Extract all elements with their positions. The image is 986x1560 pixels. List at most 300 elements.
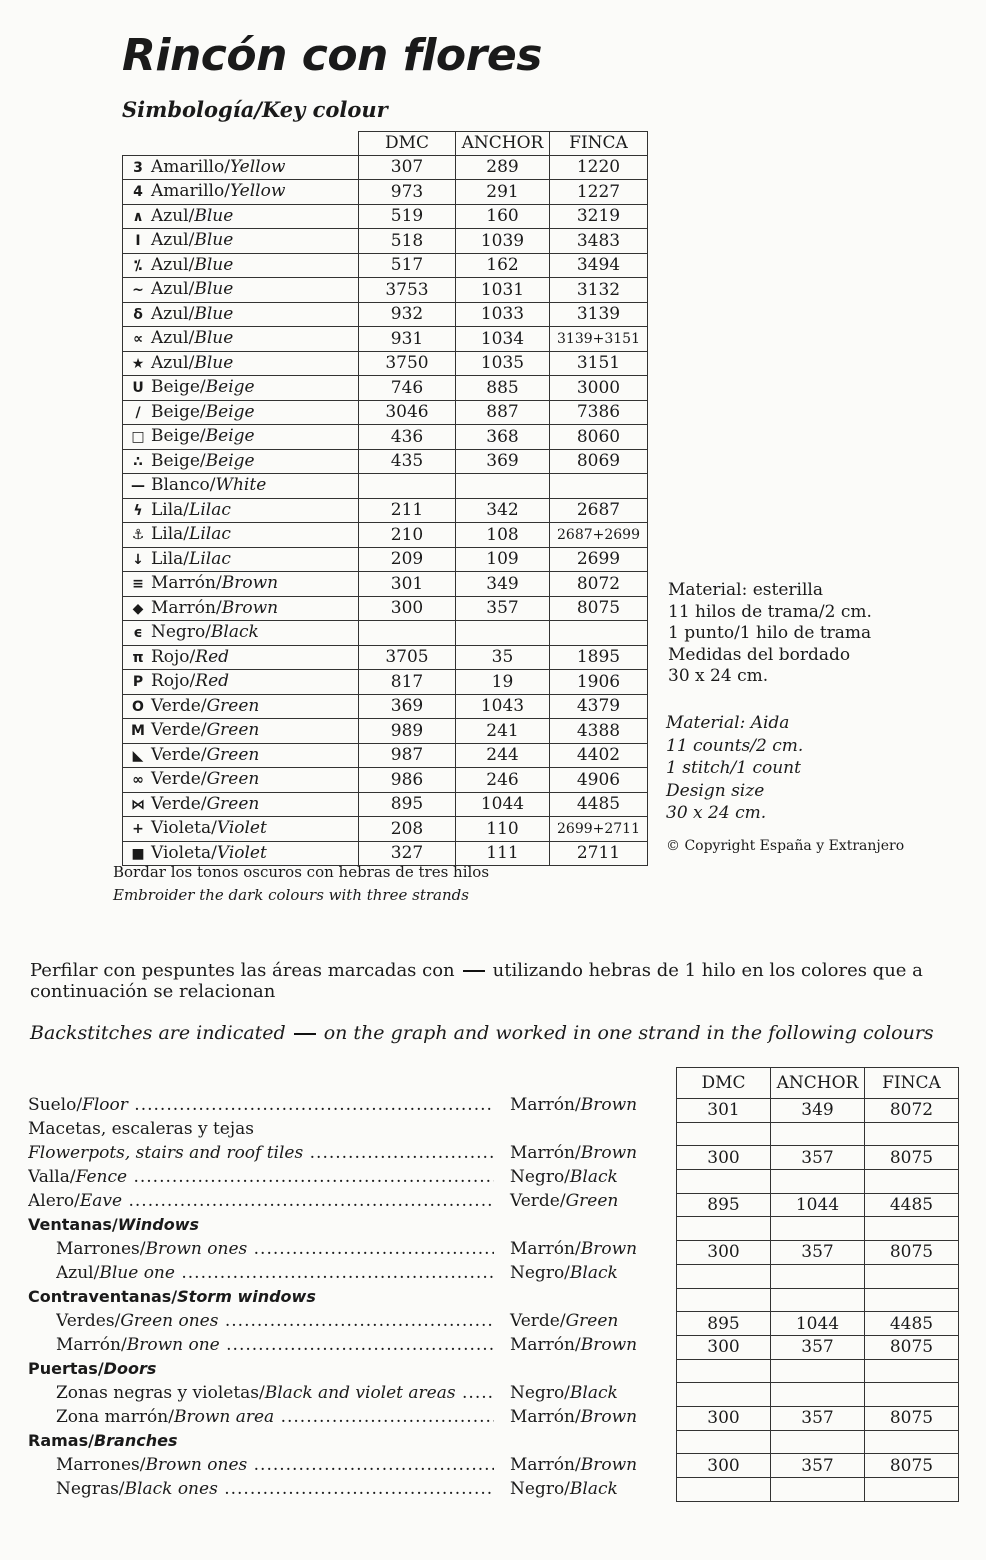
key-dmc-code: 3046 bbox=[359, 400, 456, 425]
backstitch-row bbox=[28, 1358, 658, 1382]
colour-name-en: Blue bbox=[194, 328, 234, 348]
area-name-en: Fence bbox=[75, 1167, 128, 1187]
key-dmc-code: 300 bbox=[359, 596, 456, 621]
key-anchor-code: 342 bbox=[456, 498, 550, 523]
key-dmc-code: 932 bbox=[359, 302, 456, 327]
backstitch-list bbox=[28, 1094, 658, 1502]
bs-dmc-code bbox=[677, 1430, 771, 1454]
colour-name-es: Azul/ bbox=[151, 230, 195, 250]
area-name-en: Flowerpots, stairs and roof tiles bbox=[28, 1143, 304, 1163]
material-line: 1 stitch/1 count bbox=[666, 758, 801, 778]
key-row bbox=[123, 768, 648, 793]
colour-name-en: Yellow bbox=[229, 181, 286, 201]
colour-name-en: Beige bbox=[205, 377, 255, 397]
colour-name-es: Marrón/ bbox=[151, 573, 222, 593]
key-dmc-code bbox=[359, 474, 456, 499]
key-finca-code: 3151 bbox=[550, 351, 648, 376]
strands-note-es: Bordar los tonos oscuros con hebras de tres hilos bbox=[113, 863, 490, 881]
colour-name-en: Blue bbox=[194, 303, 234, 324]
key-anchor-code: 110 bbox=[456, 817, 550, 842]
area-name-en: Brown area bbox=[173, 1407, 275, 1427]
colour-name-es: Beige/ bbox=[151, 450, 206, 471]
colour-name-es: Marrón/ bbox=[510, 1095, 581, 1115]
colour-name-en: Green bbox=[206, 793, 260, 814]
backstitch-area-label bbox=[28, 1166, 494, 1188]
key-colour-name bbox=[123, 180, 359, 205]
colour-name-es: Verde/ bbox=[510, 1191, 566, 1211]
colour-name-es: Verde/ bbox=[151, 793, 207, 814]
bs-dmc-code bbox=[677, 1122, 771, 1146]
area-name-en: Storm windows bbox=[177, 1287, 316, 1306]
colour-name-en: Blue bbox=[194, 230, 234, 250]
backstitch-table-row bbox=[677, 1122, 959, 1146]
key-row bbox=[123, 523, 648, 548]
key-anchor-code: 291 bbox=[456, 180, 550, 205]
colour-name-es: Verde/ bbox=[151, 720, 207, 740]
colour-name-es: Azul/ bbox=[151, 254, 195, 275]
area-name-en: Green ones bbox=[120, 1311, 219, 1331]
stitch-symbol-icon: π bbox=[132, 649, 144, 666]
key-finca-code: 4402 bbox=[550, 743, 648, 768]
stitch-symbol-icon: ≡ bbox=[132, 576, 144, 592]
key-row bbox=[123, 474, 648, 499]
colour-name-es: Beige/ bbox=[151, 426, 206, 446]
key-colour-name bbox=[123, 645, 359, 670]
bs-dmc-code: 300 bbox=[677, 1406, 771, 1430]
key-finca-code: 3000 bbox=[550, 376, 648, 401]
bs-anchor-code: 1044 bbox=[771, 1193, 865, 1217]
colour-name-en: Blue bbox=[194, 352, 234, 373]
backstitch-row bbox=[28, 1454, 658, 1478]
area-name-en: Branches bbox=[93, 1431, 178, 1450]
bs-anchor-code bbox=[771, 1359, 865, 1383]
key-dmc-code: 895 bbox=[359, 792, 456, 817]
colour-name-en: Blue bbox=[194, 205, 234, 226]
backstitch-colour-table bbox=[676, 1067, 959, 1502]
colour-name-en: Green bbox=[565, 1191, 619, 1211]
key-colour-name bbox=[123, 351, 359, 376]
key-finca-code: 3139+3151 bbox=[550, 327, 648, 352]
backstitch-intro-en-end: on the graph and worked in one strand in the following colours bbox=[323, 1022, 934, 1044]
colour-name-es: Beige/ bbox=[151, 401, 206, 422]
colour-name-es: Rojo/ bbox=[151, 646, 196, 667]
key-anchor-code: 368 bbox=[456, 425, 550, 450]
colour-name-es: Verde/ bbox=[151, 744, 207, 765]
backstitch-colour bbox=[510, 1166, 618, 1188]
bs-dmc-code: 300 bbox=[677, 1454, 771, 1478]
colour-name-en: Red bbox=[195, 671, 230, 691]
key-row bbox=[123, 694, 648, 719]
bs-finca-code bbox=[865, 1359, 959, 1383]
key-row bbox=[123, 596, 648, 621]
backstitch-intro-es bbox=[30, 960, 965, 1002]
key-colour-name bbox=[123, 792, 359, 817]
backstitch-table-row bbox=[677, 1383, 959, 1407]
key-dmc-code: 208 bbox=[359, 817, 456, 842]
backstitch-colour bbox=[510, 1190, 618, 1212]
key-finca-code: 2699 bbox=[550, 547, 648, 572]
key-finca-code: 4388 bbox=[550, 719, 648, 744]
key-finca-code: 8060 bbox=[550, 425, 648, 450]
material-line: 30 x 24 cm. bbox=[668, 666, 769, 686]
bs-dmc-code bbox=[677, 1264, 771, 1288]
area-name-es: Ramas/ bbox=[28, 1431, 94, 1450]
key-finca-code: 2687 bbox=[550, 498, 648, 523]
colour-name-en: Violet bbox=[216, 818, 267, 838]
backstitch-colour bbox=[510, 1310, 618, 1332]
area-name-es: Contraventanas/ bbox=[28, 1287, 178, 1306]
key-dmc-code: 210 bbox=[359, 523, 456, 548]
colour-name-en: Brown bbox=[580, 1239, 638, 1259]
bs-dmc-code: 300 bbox=[677, 1335, 771, 1359]
colour-name-en: Green bbox=[206, 744, 260, 765]
bs-header-finca: FINCA bbox=[865, 1068, 959, 1099]
backstitch-row bbox=[28, 1430, 658, 1454]
stitch-symbol-icon: I bbox=[135, 233, 141, 249]
key-header-finca: FINCA bbox=[550, 132, 648, 156]
colour-name-es: Lila/ bbox=[151, 524, 190, 544]
key-colour-name bbox=[123, 327, 359, 352]
key-anchor-code: 1044 bbox=[456, 792, 550, 817]
key-colour-name bbox=[123, 376, 359, 401]
key-anchor-code: 289 bbox=[456, 155, 550, 180]
area-name-es: Marrones/ bbox=[56, 1455, 146, 1475]
key-row bbox=[123, 449, 648, 474]
bs-anchor-code bbox=[771, 1122, 865, 1146]
colour-name-en: Violet bbox=[216, 842, 267, 863]
key-row bbox=[123, 645, 648, 670]
colour-name-es: Marrón/ bbox=[510, 1407, 581, 1427]
stitch-symbol-icon: ~ bbox=[132, 282, 144, 298]
backstitch-row bbox=[28, 1190, 658, 1214]
key-anchor-code bbox=[456, 621, 550, 646]
colour-name-es: Azul/ bbox=[151, 328, 195, 348]
stitch-symbol-icon: P bbox=[132, 674, 144, 690]
colour-name-en: Brown bbox=[580, 1335, 638, 1355]
strands-note-en: Embroider the dark colours with three strands bbox=[113, 886, 469, 904]
backstitch-area-label bbox=[28, 1118, 494, 1140]
area-name-es: Verdes/ bbox=[56, 1311, 121, 1331]
key-colour-name bbox=[123, 449, 359, 474]
backstitch-row bbox=[28, 1334, 658, 1358]
backstitch-colour bbox=[510, 1382, 618, 1404]
key-anchor-code: 885 bbox=[456, 376, 550, 401]
colour-name-en: Blue bbox=[194, 254, 234, 275]
material-line: 1 punto/1 hilo de trama bbox=[668, 623, 872, 643]
area-name-en: Doors bbox=[103, 1359, 157, 1378]
key-colour-name bbox=[123, 498, 359, 523]
area-name-es: Azul/ bbox=[56, 1263, 100, 1283]
bs-finca-code bbox=[865, 1264, 959, 1288]
backstitch-table-row bbox=[677, 1170, 959, 1194]
key-dmc-code: 931 bbox=[359, 327, 456, 352]
colour-name-en: Black bbox=[210, 622, 259, 642]
backstitch-area-label bbox=[28, 1190, 494, 1212]
backstitch-row bbox=[28, 1262, 658, 1286]
area-name-es: Negras/ bbox=[56, 1479, 125, 1499]
backstitch-table-row bbox=[677, 1454, 959, 1478]
bs-dmc-code: 895 bbox=[677, 1193, 771, 1217]
stitch-symbol-icon: ϟ bbox=[133, 502, 143, 519]
key-row bbox=[123, 253, 648, 278]
bs-anchor-code: 357 bbox=[771, 1454, 865, 1478]
key-anchor-code: 241 bbox=[456, 719, 550, 744]
key-colour-name bbox=[123, 155, 359, 180]
colour-name-es: Azul/ bbox=[151, 205, 195, 226]
material-line: 11 hilos de trama/2 cm. bbox=[668, 601, 872, 622]
backstitch-colour bbox=[510, 1142, 637, 1164]
colour-name-en: Lilac bbox=[189, 524, 231, 544]
area-name-es: Zonas negras y violetas/ bbox=[56, 1383, 265, 1403]
key-colour-name bbox=[123, 572, 359, 597]
colour-name-en: Brown bbox=[580, 1095, 638, 1115]
key-row bbox=[123, 327, 648, 352]
area-name-es: Puertas/ bbox=[28, 1359, 104, 1378]
backstitch-area-label bbox=[56, 1310, 494, 1332]
material-line: Material: esterilla bbox=[668, 580, 823, 600]
key-anchor-code: 246 bbox=[456, 768, 550, 793]
bs-finca-code: 8075 bbox=[865, 1241, 959, 1265]
key-finca-code bbox=[550, 474, 648, 499]
bs-dmc-code bbox=[677, 1288, 771, 1312]
colour-name-en: Green bbox=[206, 720, 260, 740]
material-line: Design size bbox=[666, 780, 765, 801]
bs-dmc-code bbox=[677, 1383, 771, 1407]
stitch-symbol-icon: + bbox=[132, 821, 144, 837]
backstitch-colour bbox=[510, 1454, 637, 1476]
key-header-dmc: DMC bbox=[359, 132, 456, 156]
stitch-symbol-icon: — bbox=[131, 478, 145, 494]
key-row bbox=[123, 621, 648, 646]
backstitch-colour bbox=[510, 1478, 618, 1500]
area-name-es: Marrón/ bbox=[56, 1335, 127, 1355]
key-dmc-code: 817 bbox=[359, 670, 456, 695]
key-finca-code: 8072 bbox=[550, 572, 648, 597]
key-dmc-code: 987 bbox=[359, 743, 456, 768]
colour-name-en: Green bbox=[565, 1311, 619, 1331]
backstitch-table-row bbox=[677, 1264, 959, 1288]
key-anchor-code: 349 bbox=[456, 572, 550, 597]
stitch-symbol-icon: / bbox=[135, 404, 141, 421]
key-colour-name bbox=[123, 670, 359, 695]
colour-name-en: Lilac bbox=[189, 499, 231, 520]
bs-finca-code: 4485 bbox=[865, 1312, 959, 1336]
key-dmc-code: 3753 bbox=[359, 278, 456, 303]
backstitch-row bbox=[28, 1118, 658, 1142]
colour-name-es: Violeta/ bbox=[151, 818, 217, 838]
bs-finca-code: 8075 bbox=[865, 1146, 959, 1170]
colour-name-es: Negro/ bbox=[151, 622, 211, 642]
backstitch-intro-es-end: utilizando hebras de 1 hilo en los colores que a continuación se relacionan bbox=[30, 960, 923, 1002]
bs-finca-code: 8075 bbox=[865, 1406, 959, 1430]
key-row bbox=[123, 498, 648, 523]
bs-anchor-code bbox=[771, 1264, 865, 1288]
colour-name-en: Black bbox=[569, 1167, 618, 1187]
colour-name-es: Marrón/ bbox=[510, 1239, 581, 1259]
area-name-es: Marrones/ bbox=[56, 1239, 146, 1259]
stitch-symbol-icon: □ bbox=[131, 429, 145, 445]
key-dmc-code: 517 bbox=[359, 253, 456, 278]
key-colour-name bbox=[123, 425, 359, 450]
bs-dmc-code: 895 bbox=[677, 1312, 771, 1336]
backstitch-area-label bbox=[56, 1334, 494, 1356]
key-dmc-code: 973 bbox=[359, 180, 456, 205]
colour-name-es: Violeta/ bbox=[151, 842, 217, 863]
colour-name-es: Verde/ bbox=[151, 695, 207, 716]
backstitch-area-label bbox=[56, 1454, 494, 1476]
bs-anchor-code: 1044 bbox=[771, 1312, 865, 1336]
bs-dmc-code bbox=[677, 1217, 771, 1241]
backstitch-area-label bbox=[56, 1262, 494, 1284]
colour-name-es: Marrón/ bbox=[510, 1143, 581, 1163]
backstitch-colour bbox=[510, 1262, 618, 1284]
key-header-blank bbox=[123, 132, 359, 156]
key-finca-code: 8075 bbox=[550, 596, 648, 621]
backstitch-table-row bbox=[677, 1099, 959, 1123]
key-dmc-code: 746 bbox=[359, 376, 456, 401]
key-anchor-code: 1043 bbox=[456, 694, 550, 719]
colour-name-es: Negro/ bbox=[510, 1167, 570, 1187]
backstitch-intro-en-start: Backstitches are indicated bbox=[30, 1022, 286, 1044]
backstitch-table-row bbox=[677, 1193, 959, 1217]
bs-header-anchor: ANCHOR bbox=[771, 1068, 865, 1099]
area-name-en: Floor bbox=[82, 1095, 128, 1115]
key-table-header bbox=[123, 132, 648, 156]
backstitch-area-label bbox=[28, 1142, 494, 1164]
colour-name-es: Marrón/ bbox=[510, 1335, 581, 1355]
area-name-en: Black and violet areas bbox=[264, 1383, 456, 1403]
colour-name-en: Green bbox=[206, 769, 260, 789]
bs-anchor-code: 349 bbox=[771, 1099, 865, 1123]
backstitch-area-label bbox=[28, 1286, 494, 1308]
stitch-symbol-icon: ◣ bbox=[132, 747, 144, 764]
bs-dmc-code bbox=[677, 1170, 771, 1194]
stitch-symbol-icon: ⁒ bbox=[134, 257, 142, 274]
colour-name-es: Blanco/ bbox=[151, 475, 216, 495]
bs-anchor-code bbox=[771, 1288, 865, 1312]
stitch-symbol-icon: ∝ bbox=[133, 331, 143, 347]
key-finca-code: 1906 bbox=[550, 670, 648, 695]
key-dmc-code: 518 bbox=[359, 229, 456, 254]
backstitch-table-row bbox=[677, 1406, 959, 1430]
key-anchor-code: 109 bbox=[456, 547, 550, 572]
bs-dmc-code bbox=[677, 1478, 771, 1502]
stitch-symbol-icon: ⚓ bbox=[131, 527, 145, 543]
backstitch-table-row bbox=[677, 1430, 959, 1454]
key-dmc-code: 209 bbox=[359, 547, 456, 572]
area-name-es: Macetas, escaleras y tejas bbox=[28, 1119, 254, 1139]
key-dmc-code: 519 bbox=[359, 204, 456, 229]
bs-anchor-code bbox=[771, 1170, 865, 1194]
colour-name-es: Azul/ bbox=[151, 303, 195, 324]
key-colour-name bbox=[123, 547, 359, 572]
colour-name-en: White bbox=[215, 475, 267, 495]
bs-finca-code bbox=[865, 1122, 959, 1146]
backstitch-area-label bbox=[56, 1406, 494, 1428]
key-anchor-code: 369 bbox=[456, 449, 550, 474]
colour-name-en: Brown bbox=[580, 1455, 638, 1475]
area-name-es: Alero/ bbox=[28, 1191, 80, 1211]
key-dmc-code bbox=[359, 621, 456, 646]
key-colour-name bbox=[123, 229, 359, 254]
key-colour-name bbox=[123, 596, 359, 621]
colour-name-es: Verde/ bbox=[151, 769, 207, 789]
area-name-es: Zona marrón/ bbox=[56, 1407, 174, 1427]
key-finca-code: 3483 bbox=[550, 229, 648, 254]
key-dmc-code: 436 bbox=[359, 425, 456, 450]
key-anchor-code: 1039 bbox=[456, 229, 550, 254]
backstitch-line-icon bbox=[463, 970, 485, 972]
key-row bbox=[123, 792, 648, 817]
backstitch-area-label bbox=[56, 1478, 494, 1500]
area-name-es: Ventanas/ bbox=[28, 1215, 118, 1234]
area-name-en: Brown ones bbox=[145, 1239, 248, 1259]
area-name-en: Windows bbox=[117, 1215, 200, 1234]
colour-name-en: Red bbox=[195, 646, 230, 667]
bs-header-dmc: DMC bbox=[677, 1068, 771, 1099]
colour-name-en: Brown bbox=[580, 1407, 638, 1427]
key-colour-name bbox=[123, 817, 359, 842]
bs-finca-code bbox=[865, 1383, 959, 1407]
material-line: 11 counts/2 cm. bbox=[666, 735, 804, 756]
key-anchor-code: 1031 bbox=[456, 278, 550, 303]
backstitch-area-label bbox=[56, 1238, 494, 1260]
backstitch-colour bbox=[510, 1334, 637, 1356]
colour-name-en: Beige bbox=[205, 401, 255, 422]
backstitch-table-row bbox=[677, 1146, 959, 1170]
key-anchor-code: 35 bbox=[456, 645, 550, 670]
key-finca-code: 3139 bbox=[550, 302, 648, 327]
key-finca-code: 3219 bbox=[550, 204, 648, 229]
key-row bbox=[123, 670, 648, 695]
stitch-symbol-icon: 3 bbox=[133, 159, 143, 176]
area-name-es: Valla/ bbox=[28, 1167, 76, 1187]
backstitch-table-row bbox=[677, 1359, 959, 1383]
key-colour-name bbox=[123, 400, 359, 425]
key-anchor-code: 19 bbox=[456, 670, 550, 695]
bs-anchor-code bbox=[771, 1430, 865, 1454]
key-row bbox=[123, 180, 648, 205]
colour-name-en: Green bbox=[206, 695, 260, 716]
backstitch-row bbox=[28, 1214, 658, 1238]
colour-name-en: Yellow bbox=[229, 156, 286, 177]
key-dmc-code: 435 bbox=[359, 449, 456, 474]
colour-name-es: Negro/ bbox=[510, 1263, 570, 1283]
bs-finca-code: 4485 bbox=[865, 1193, 959, 1217]
material-line: 30 x 24 cm. bbox=[666, 803, 767, 823]
key-finca-code: 2687+2699 bbox=[550, 523, 648, 548]
area-name-en: Brown one bbox=[126, 1335, 220, 1355]
bs-anchor-code bbox=[771, 1478, 865, 1502]
key-finca-code: 2711 bbox=[550, 841, 648, 866]
bs-anchor-code: 357 bbox=[771, 1146, 865, 1170]
key-row bbox=[123, 841, 648, 866]
stitch-symbol-icon: O bbox=[132, 698, 144, 715]
stitch-symbol-icon: U bbox=[132, 380, 144, 396]
colour-name-en: Black bbox=[569, 1383, 618, 1403]
key-colour-name bbox=[123, 719, 359, 744]
backstitch-table-row bbox=[677, 1217, 959, 1241]
key-finca-code: 1227 bbox=[550, 180, 648, 205]
key-anchor-code: 162 bbox=[456, 253, 550, 278]
material-line: Material: Aida bbox=[666, 713, 790, 733]
backstitch-colour bbox=[510, 1238, 637, 1260]
key-colour-name bbox=[123, 204, 359, 229]
key-colour-table bbox=[122, 131, 648, 866]
stitch-symbol-icon: ⋈ bbox=[131, 796, 145, 813]
colour-name-es: Azul/ bbox=[151, 352, 195, 373]
key-colour-name bbox=[123, 743, 359, 768]
